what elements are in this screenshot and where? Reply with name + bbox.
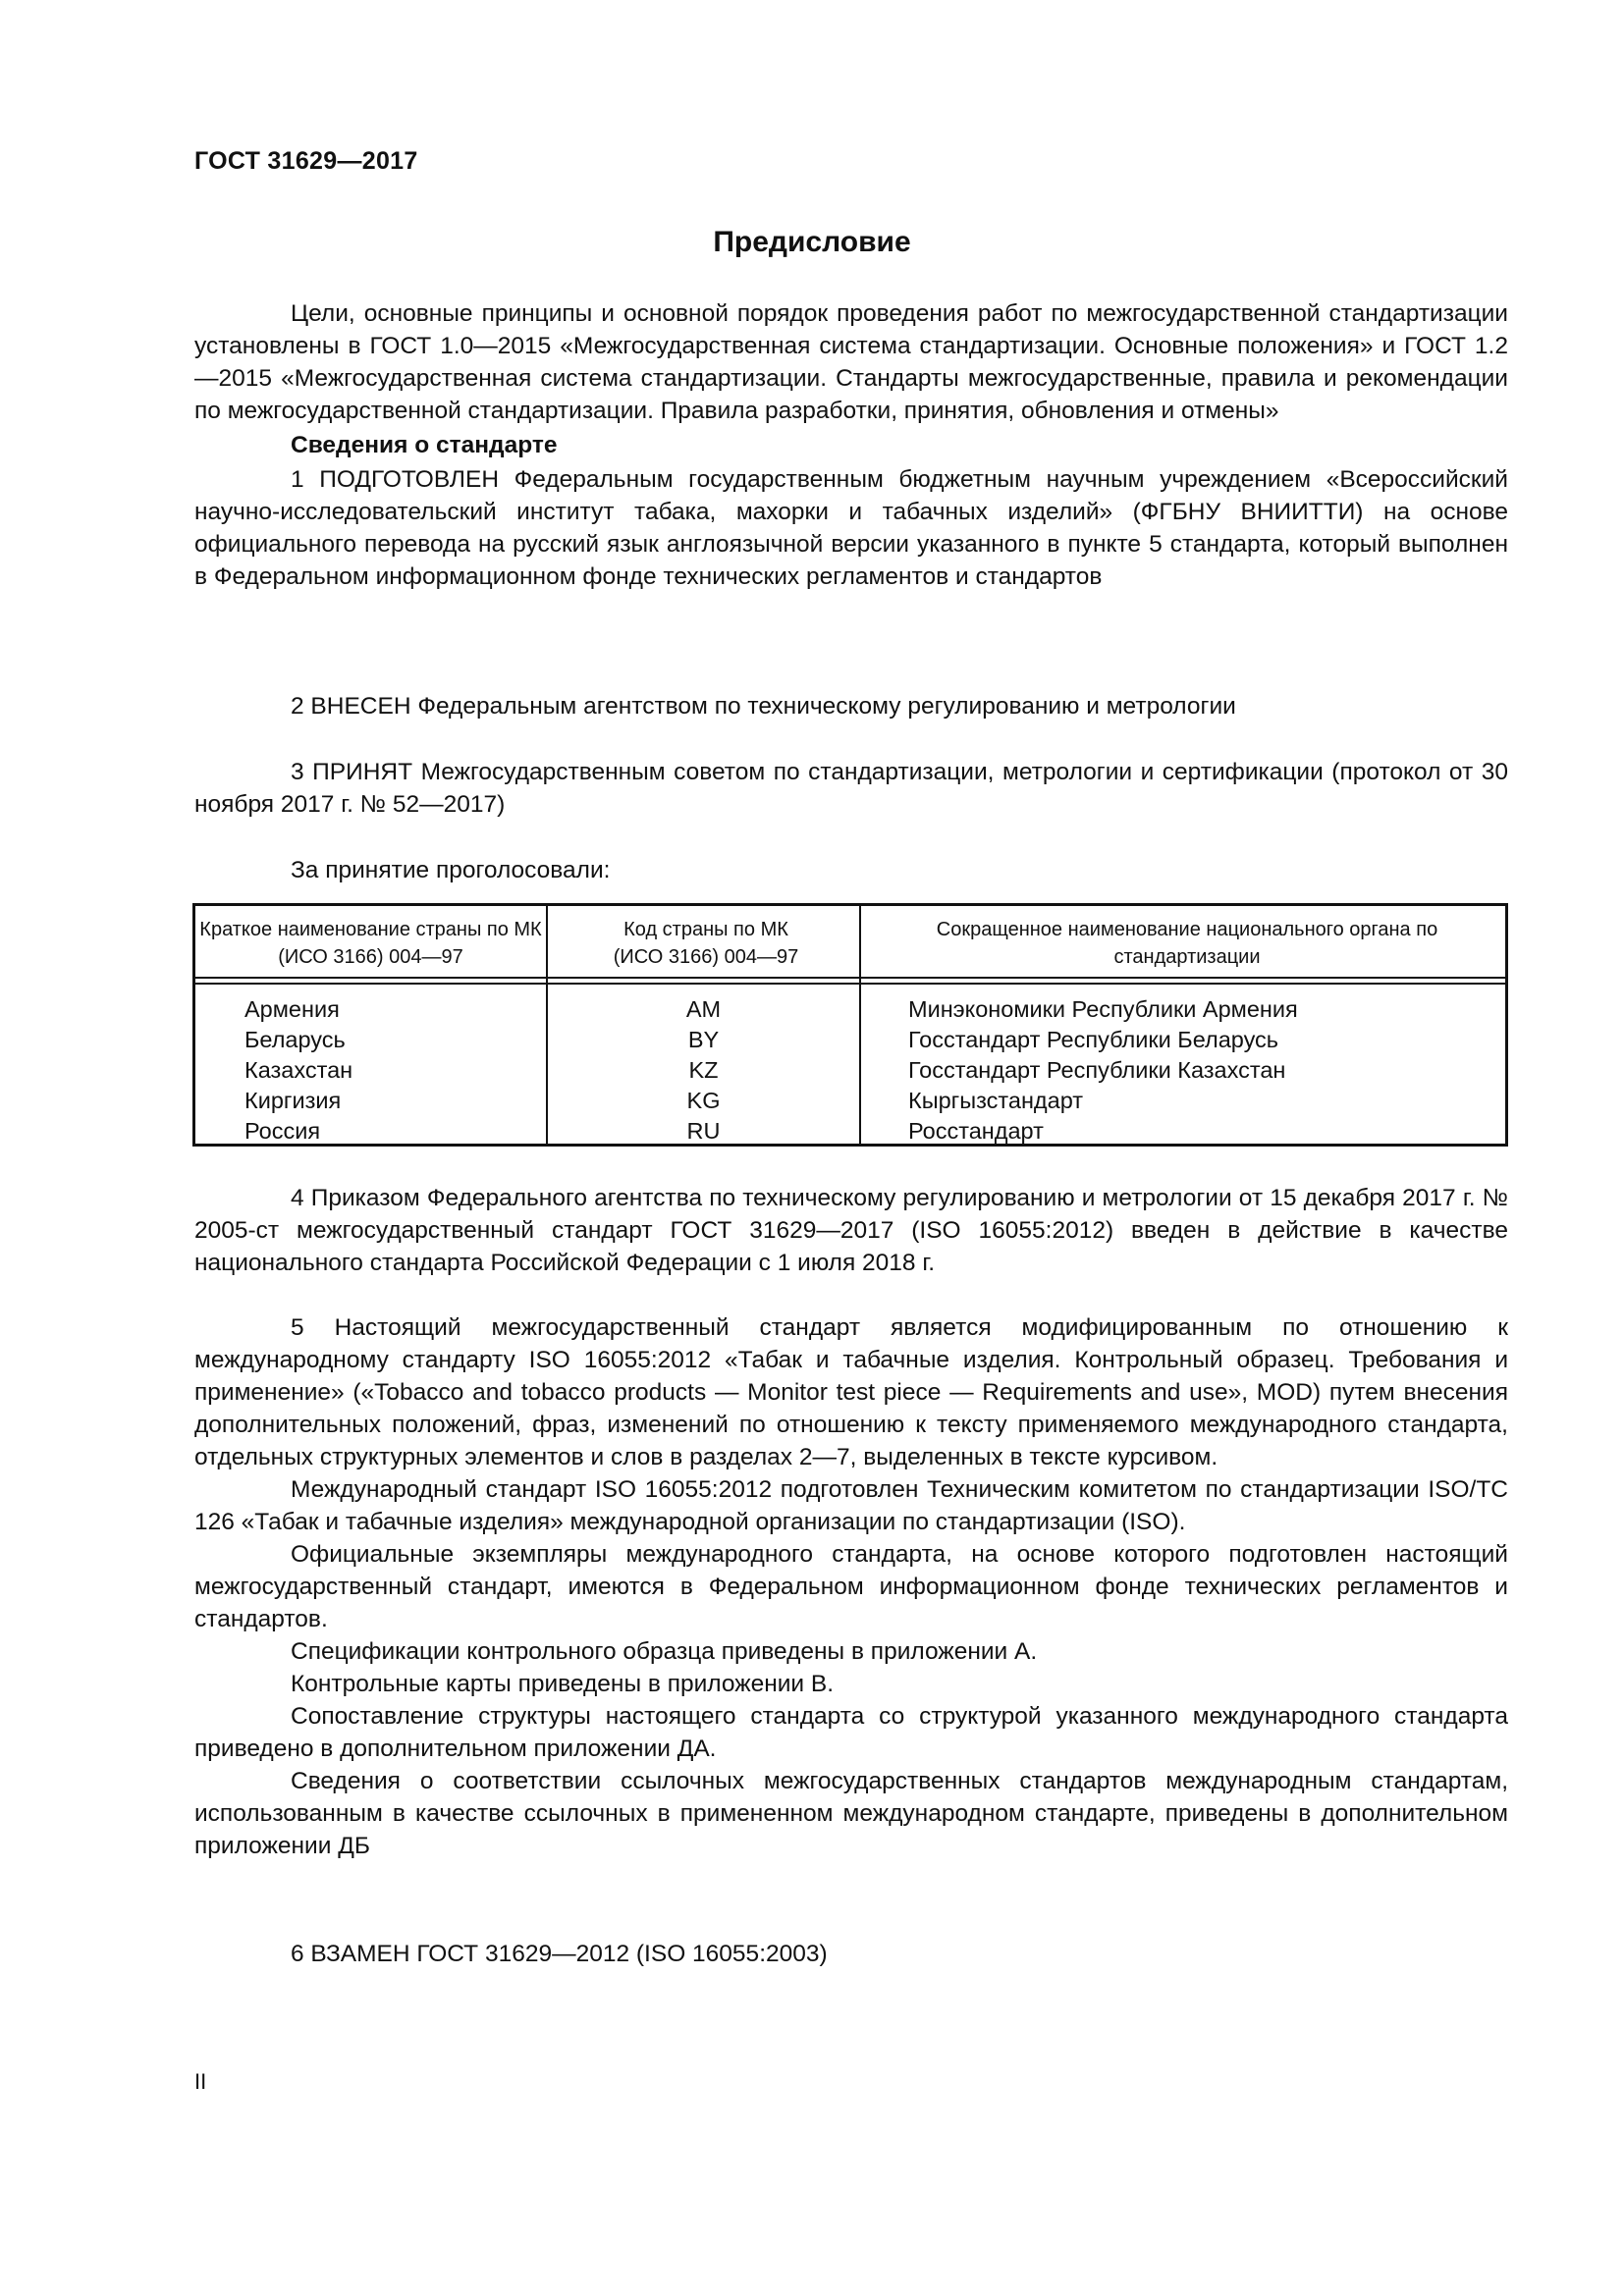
header-standards-body: Сокращенное наименование национального органа по стандартизации [936,919,1438,968]
item-5-annex-a: Спецификации контрольного образца приведены в приложении А. [291,1638,1038,1665]
item-5-modified: 5 Настоящий межгосударственный стандарт является модифицированным по отношению к международному стандарту ISO 16055:2012 «Табак и табачные изделия. Контрольный образец. Требования и применение» («Tobacco and tobacco products — Monitor test piece — Requirements and use», MOD) путем внесения дополнительных положений, фраз, изменений по отношению к тексту применяемого международного стандарта, отдельных структурных элементов и слов в разделах 2—7, выделенных в тексте курсивом. [194,1314,1508,1470]
foreword-block-top [194,297,1508,593]
item-3-block [194,756,1508,821]
table-cell-code: AM [685,996,722,1022]
table-cell-code: BY [687,1027,720,1052]
item-4-block [194,1182,1508,1279]
item-5-official-copies: Официальные экземпляры международного стандарта, на основе которого подготовлен настоящий межгосударственный стандарт, имеются в Федеральном информационном фонде технических регламентов и стандартов. [194,1541,1508,1632]
header-country-name: Краткое наименование страны по МК (ИСО 3166) 004—97 [199,919,542,968]
voted-block [194,854,1508,886]
intro-paragraph: Цели, основные принципы и основной порядок проведения работ по межгосударственной стандартизации установлены в ГОСТ 1.0—2015 «Межгосударственная система стандартизации. Основные положения» и ГОСТ 1.2—2015 «Межгосударственная система стандартизации. Стандарты межгосударственные, правила и рекомендации по межгосударственной стандартизации. Правила разработки, принятия, обновления и отмены» [194,300,1508,424]
item-5-block [194,1311,1508,1862]
table-cell-body: Госстандарт Республики Казахстан [908,1057,1286,1083]
document-code: ГОСТ 31629—2017 [194,147,418,175]
item-5-annex-b: Контрольные карты приведены в приложении В. [291,1671,835,1697]
table-cell-body: Росстандарт [908,1118,1044,1144]
page-title: Предисловие [713,226,911,258]
header-divider [195,983,1505,985]
item-5-iso-committee: Международный стандарт ISO 16055:2012 подготовлен Техническим комитетом по стандартизации ISO/TC 126 «Табак и табачные изделия» международной организации по стандартизации (ISO). [194,1476,1508,1535]
item-3-adopted: 3 ПРИНЯТ Межгосударственным советом по стандартизации, метрологии и сертификации (протокол от 30 ноября 2017 г. № 52—2017) [194,759,1508,818]
table-cell-country: Казахстан [244,1057,353,1083]
table-cell-code: RU [686,1118,721,1144]
item-6-block [194,1938,1508,1970]
item-2-introduced: 2 ВНЕСЕН Федеральным агентством по техническому регулированию и метрологии [291,693,1236,720]
item-2-block [194,690,1508,722]
table-cell-code: KG [686,1088,721,1113]
section-subheading: Сведения о стандарте [291,432,558,458]
table-cell-body: Минэкономики Республики Армения [908,996,1298,1022]
voted-label: За принятие проголосовали: [291,857,611,883]
table-cell-country: Армения [244,996,340,1022]
column-code [548,994,859,1147]
table-cell-body: Кыргызстандарт [908,1088,1084,1113]
item-6-replaces: 6 ВЗАМЕН ГОСТ 31629—2012 (ISO 16055:2003) [291,1941,828,1967]
table-cell-country: Киргизия [244,1088,342,1113]
header-country-code: Код страны по МК (ИСО 3166) 004—97 [613,919,799,968]
item-5-annex-da: Сопоставление структуры настоящего стандарта со структурой указанного международного стандарта приведено в дополнительном приложении ДА. [194,1703,1508,1762]
column-divider [859,906,861,1144]
table-cell-country: Россия [244,1118,321,1144]
page-number: II [194,2069,207,2094]
item-5-annex-db: Сведения о соответствии ссылочных межгосударственных стандартов международным стандартам, использованным в качестве ссылочных в примененном международном стандарте, приведены в дополнительном приложении ДБ [194,1768,1508,1859]
voting-table [192,903,1508,1147]
item-4-order: 4 Приказом Федерального агентства по техническому регулированию и метрологии от 15 декабря 2017 г. № 2005-ст межгосударственный стандарт ГОСТ 31629—2017 (ISO 16055:2012) введен в действие в качестве национального стандарта Российской Федерации с 1 июля 2018 г. [194,1185,1508,1276]
item-1-prepared: 1 ПОДГОТОВЛЕН Федеральным государственным бюджетным научным учреждением «Всероссийский научно-исследовательский институт табака, махорки и табачных изделий» (ФГБНУ ВНИИТТИ) на основе официального перевода на русский язык англоязычной версии указанного в пункте 5 стандарта, который выполнен в Федеральном информационном фонде технических регламентов и стандартов [194,466,1508,590]
header-divider [195,977,1505,979]
column-standards-body [908,994,1298,1147]
column-country [244,994,352,1147]
table-cell-body: Госстандарт Республики Беларусь [908,1027,1279,1052]
table-cell-country: Беларусь [244,1027,346,1052]
table-cell-code: KZ [688,1057,719,1083]
